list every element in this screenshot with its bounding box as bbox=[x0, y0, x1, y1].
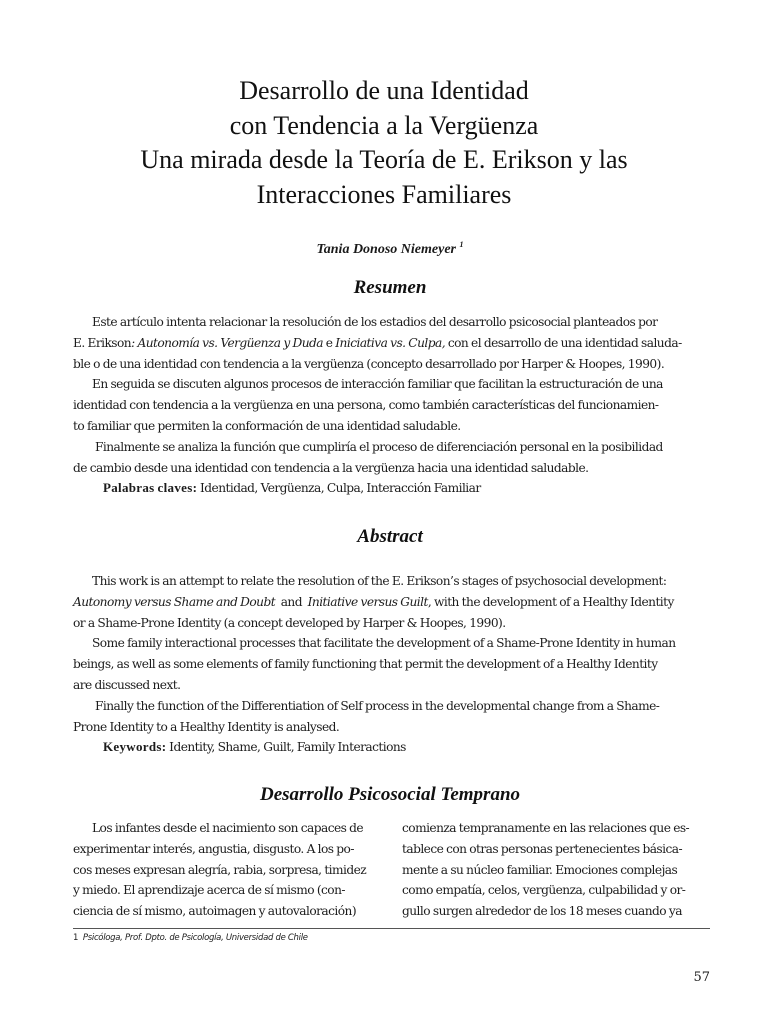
footnote-divider bbox=[73, 928, 710, 929]
title-line: Una mirada desde la Teoría de E. Erikson y las bbox=[140, 145, 628, 174]
footnote bbox=[73, 933, 308, 943]
text-line: En seguida se discuten algunos procesos de interacción familiar que facilitan la estructuración de una bbox=[92, 377, 663, 392]
text-line: cos meses expresan alegría, rabia, sorpresa, timidez bbox=[73, 862, 367, 877]
resumen-heading: Resumen bbox=[353, 277, 427, 298]
resumen-keywords bbox=[73, 478, 710, 499]
footnote-text: Psicóloga, Prof. Dpto. de Psicología, Universidad de Chile bbox=[82, 933, 308, 943]
text-line: tablece con otras personas pertenecientes básica- bbox=[402, 841, 683, 856]
text-line: Los infantes desde el nacimiento son capaces de bbox=[92, 821, 364, 835]
keywords-label: Palabras claves: bbox=[103, 480, 198, 496]
author bbox=[0, 240, 768, 258]
text-line: ciencia de sí mismo, autoimagen y autovaloración) bbox=[73, 904, 357, 919]
left-column bbox=[73, 818, 382, 922]
page-number: 57 bbox=[693, 970, 710, 985]
text-line: Este artículo intenta relacionar la resolución de los estadios del desarrollo psicosocial planteados por bbox=[92, 315, 658, 329]
text-line: mente a su núcleo familiar. Emociones complejas bbox=[402, 862, 678, 877]
text-line: Autonomy versus Shame and Doubt and Initiative versus Guilt , with the development of a Healthy Identity bbox=[73, 594, 674, 609]
article-title bbox=[0, 74, 768, 212]
text-line: y miedo. El aprendizaje acerca de sí mismo (con- bbox=[73, 883, 345, 898]
text-line: to familiar que permiten la conformación de una identidad saludable. bbox=[73, 418, 461, 433]
text-line: Finalmente se analiza la función que cumpliría el proceso de diferenciación personal en la posibilidad bbox=[95, 439, 663, 454]
text-line: ble o de una identidad con tendencia a la vergüenza (concepto desarrollado por Harper & Hoopes, 1990). bbox=[73, 356, 665, 371]
text-line: are discussed next. bbox=[73, 677, 181, 692]
section-heading: Desarrollo Psicosocial Temprano bbox=[259, 784, 521, 805]
text-line: identidad con tendencia a la vergüenza en una persona, como también características del funcionamien- bbox=[73, 398, 659, 413]
text-line: beings, as well as some elements of family functioning that permit the development of a Healthy Identity bbox=[73, 657, 658, 672]
text-line: E. Erikson : Autonomía vs. Vergüenza y Duda e Iniciativa vs. Culpa, con el desarrollo de una identidad saluda- bbox=[73, 335, 682, 350]
abstract-body bbox=[73, 571, 710, 758]
keywords-list: Identity, Shame, Guilt, Family Interactions bbox=[166, 740, 406, 755]
title-line: Interacciones Familiares bbox=[256, 179, 512, 209]
abstract-keywords bbox=[73, 737, 710, 758]
text-line: como empatía, celos, vergüenza, culpabilidad y or- bbox=[402, 883, 686, 898]
text-line: or a Shame-Prone Identity (a concept developed by Harper & Hoopes, 1990). bbox=[73, 615, 506, 630]
author-name: Tania Donoso Niemeyer bbox=[316, 242, 456, 257]
text-line: gullo surgen alrededor de los 18 meses cuando ya bbox=[402, 904, 682, 919]
abstract-heading: Abstract bbox=[357, 526, 423, 547]
text-line: comienza tempranamente en las relaciones que es- bbox=[402, 821, 690, 835]
title-line: con Tendencia a la Vergüenza bbox=[229, 110, 539, 140]
keywords-list: Identidad, Vergüenza, Culpa, Interacción Familiar bbox=[197, 481, 481, 496]
text-line: Prone Identity to a Healthy Identity is analysed. bbox=[73, 719, 340, 734]
text-line: de cambio desde una identidad con tendencia a la vergüenza hacia una identidad saludable. bbox=[73, 460, 589, 475]
text-line: Finally the function of the Differentiation of Self process in the developmental change from a Shame- bbox=[95, 698, 660, 713]
text-line: Some family interactional processes that facilitate the development of a Shame-Prone Identity in human bbox=[92, 636, 676, 651]
author-note-mark: 1 bbox=[459, 240, 464, 249]
resumen-body bbox=[73, 312, 710, 499]
keywords-label: Keywords: bbox=[103, 739, 167, 755]
right-column bbox=[402, 818, 711, 922]
footnote-mark: 1 bbox=[73, 933, 79, 943]
title-line: Desarrollo de una Identidad bbox=[239, 76, 529, 105]
text-line: experimentar interés, angustia, disgusto. A los po- bbox=[73, 841, 354, 856]
text-line: This work is an attempt to relate the resolution of the E. Erikson’s stages of psychosocial development: bbox=[92, 574, 667, 588]
